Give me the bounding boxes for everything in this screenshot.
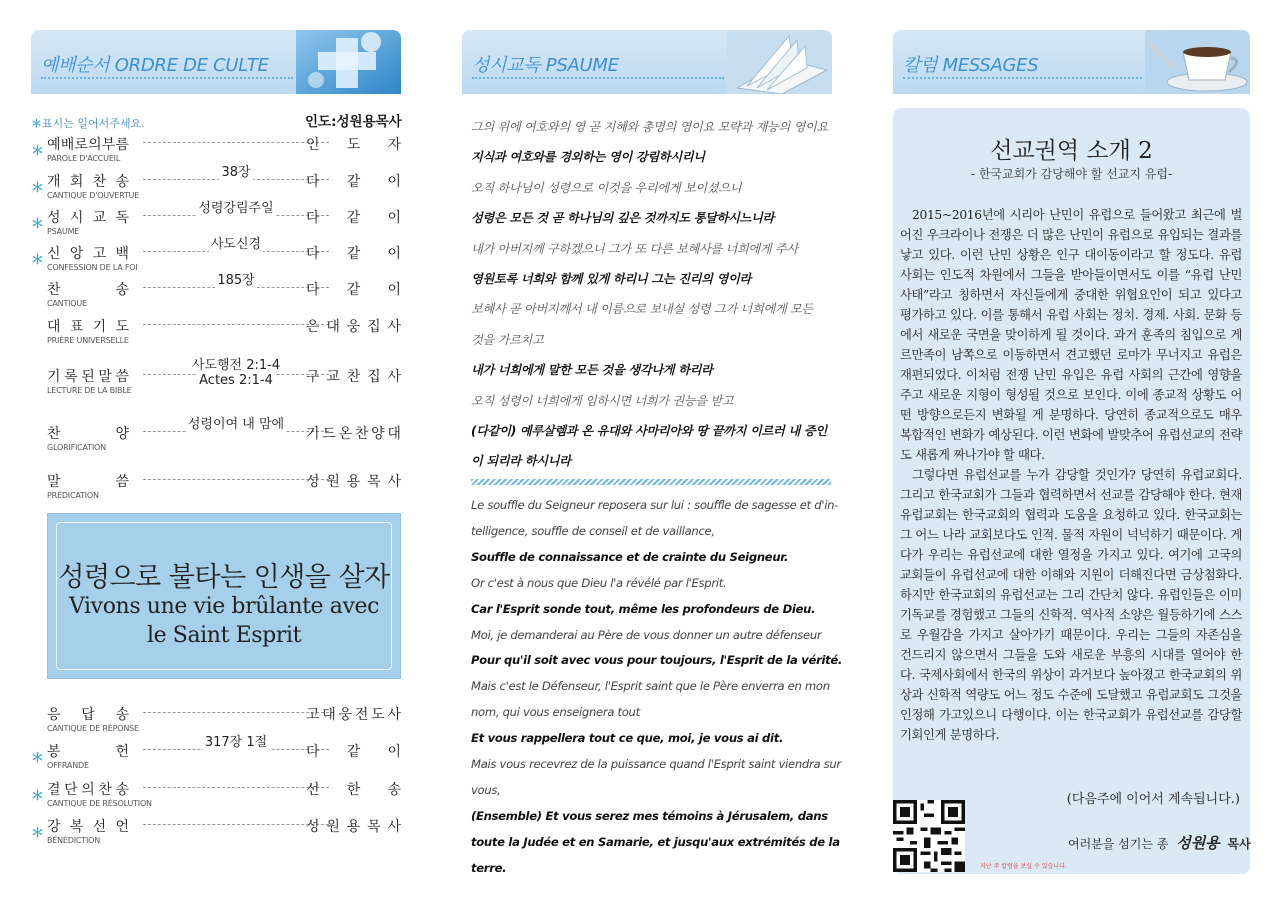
psalm-french-line: Or c'est à nous que Dieu l'a révélé par l'Esprit. [471,575,727,590]
order-item-person: 다 같 이 [306,210,401,226]
banner-french-line2: le Saint Esprit [146,623,302,648]
order-item-person: 다 같 이 [306,282,401,298]
order-item-french: PAROLE D'ACCUEIL [47,154,121,163]
order-item-korean: 성 시 교 독 [47,210,129,226]
order-row [31,316,401,352]
psalm-french-line: Mais c'est le Défenseur, l'Esprit saint que le Père enverra en mon [471,679,830,694]
psalm-french-line: Car l'Esprit sonde tout, même les profondeurs de Dieu. [471,601,816,616]
order-item-french: CANTIQUE DE RÉSOLUTION [47,799,152,808]
order-header [31,30,401,94]
psalm-french-line: vous, [471,782,501,797]
signature-name: 성원용 [1176,834,1220,852]
psalm-french-line: Pour qu'il soit avec vous pour toujours, l'Esprit de la vérité. [471,653,843,668]
order-item-detail: 사도행전 2:1-4 Actes 2:1-4 [191,358,281,388]
order-item-detail: 185장 [217,273,255,288]
messages-header-title: 칼럼 MESSAGES [903,55,1039,76]
order-item-person: 고 대 웅 전 도 사 [306,707,401,723]
order-item-french: BÉNÉDICTION [47,836,101,845]
order-item-person: 다 같 이 [306,246,401,262]
stand-star-icon: ＊ [31,217,45,232]
order-item-korean: 결 단 의 찬 송 [47,782,129,798]
psalm-korean-line: 보혜사 곧 아버지께서 내 이름으로 보내실 성령 그가 너희에게 모든 [471,302,813,317]
order-item-french: PSAUME [47,227,80,236]
order-row [31,358,401,402]
order-item-korean: 봉 헌 [47,744,129,760]
order-item-person: 다 같 이 [306,744,401,760]
signature-prefix: 여러분을 섬기는 종 [1068,837,1169,851]
order-item-person: 기 드 온 찬 양 대 [306,426,401,442]
order-item-detail: 38장 [221,165,251,180]
stand-star-icon: ＊ [31,751,45,766]
banner-korean: 성령으로 불타는 인생을 살자 [58,562,390,593]
psalm-french-line: nom, qui vous enseignera tout [471,705,640,720]
order-row [31,816,401,852]
psalm-korean-line: 것을 가르치고 [471,332,544,347]
stand-star-icon: ＊ [31,144,45,159]
order-item-detail: 317장 1절 [204,735,268,750]
order-item-korean: 대 표 기 도 [47,319,129,335]
order-item-french: CANTIQUE DE RÉPONSE [47,724,139,733]
order-item-detail: 성령강림주일 [198,201,274,216]
order-item-korean: 개 회 찬 송 [47,174,129,190]
stand-star-icon: ＊ [31,826,45,841]
header-divider [903,77,1142,79]
header-divider [41,77,293,79]
column-title: 선교권역 소개 2 [990,138,1153,164]
order-item-french: OFFRANDE [47,761,89,770]
psalm-french-line: Mais vous recevrez de la puissance quand l'Esprit saint viendra sur [471,757,841,771]
order-item-korean: 말 씀 [47,474,129,490]
stand-star-icon: ＊ [31,789,45,804]
order-row [31,273,401,315]
order-item-detail: 성령이여 내 맘에 [187,417,285,432]
order-item-person: 성 원 용 목 사 [306,474,401,490]
order-item-person: 다 같 이 [306,174,401,190]
order-row [31,471,401,507]
psalm-french-line: Et vous rappellera tout ce que, moi, je vous ai dit. [471,731,784,746]
signature-line [1068,832,1251,853]
signature-title: 목사 [1227,837,1251,851]
psalm-korean-line: 지식과 여호와를 경외하는 영이 강림하시리니 [471,150,705,165]
psalm-french-line: Souffle de connaissance et de crainte du Seigneur. [471,549,789,564]
order-item-french: CONFESSION DE LA FOI [47,263,138,272]
psalm-french-line: Moi, je demanderai au Père de vous donner un autre défenseur [471,627,822,642]
order-item-korean: 찬 송 [47,282,129,298]
book-graphic-icon [727,30,832,94]
column-body [900,205,1242,745]
psalm-header-title: 성시교독 PSAUME [472,55,619,76]
psalm-korean-line: 내가 너희에게 말한 모든 것을 생각나게 하리라 [471,363,713,378]
leader-dots [143,479,329,480]
leader-dots [143,787,329,788]
order-item-person: 은 대 웅 집 사 [306,319,401,335]
order-header-title: 예배순서 ORDRE DE CULTE [41,55,269,76]
messages-header [893,30,1250,94]
continued-note: (다음주에 이어서 계속됩니다.) [1066,792,1240,807]
psalm-korean-line: 이 되리라 하시니라 [471,454,571,469]
psalm-french-line: telligence, souffle de conseil et de vaillance, [471,523,715,538]
psalm-divider [471,479,831,485]
order-item-person: 인 도 자 [306,137,401,153]
order-item-french: PRIÈRE UNIVERSELLE [47,336,129,345]
theme-banner [47,513,401,679]
column-paragraph-2: 그렇다면 유럽선교를 누가 감당할 것인가? 당연히 유럽교회다. 그리고 한국교회가 그들과 협력하면서 선교를 감당해야 한다. 현재 유럽교회는 한국교회의 협력과 도움을 요청하고 있다. 한국교회는 그 어느 나라 교회보다도 인적. 물적 자원이 넉넉하기 때문이다. 게다가 우리는 유럽선교에 대한 열정을 가지고 있다. 여기에 고국의 교회들이 유럽선교에 대한 이해와 지원이 더해진다면 금상첨화다. 하지만 한국교회의 유럽선교는 그리 간단치 않다. 유럽인들은 이미 기독교를 경험했고 그들의 신학적. 역사적 소양은 월등하기에 스스로 우월감을 가지고 살아가기 때문이다. 우리는 그들의 자존심을 건드리지 않으면서 그들을 도와 새로운 부흥의 시대를 열어야 한다. 국제사회에서 한국의 위상이 과거보다 높아졌고 한국교회의 위상과 신학적 역량도 어느 정도 수준에 도달했고 유럽교회도 그것을 인정해 가고있으니 다행이다. 이는 한국교회가 유럽선교를 감당할 기회인게 분명하다. [900,468,1242,742]
stand-star-icon: ＊ [31,181,45,196]
order-item-korean: 찬 양 [47,426,129,442]
order-item-detail: 사도신경 [210,237,262,252]
psalm-french-line: Le souffle du Seigneur reposera sur lui : souffle de sagesse et d'in- [471,498,839,512]
psalm-header [462,30,832,94]
order-row [31,417,401,459]
psalm-korean-line: 그의 위에 여호와의 영 곧 지혜와 총명의 영이요 모략과 재능의 영이요 [471,120,828,134]
psalm-french-line: toute la Judée et en Samarie, et jusqu'aux extrémités de la [471,834,840,849]
psalm-korean-line: (다같이) 예루살렘과 온 유대와 사마리아와 땅 끝까지 이르러 내 증인 [471,424,827,438]
order-item-korean: 응 답 송 [47,707,129,723]
order-item-person: 선 한 송 [306,782,401,798]
leader-dots [143,824,329,825]
order-item-person: 성 원 용 목 사 [306,819,401,835]
order-item-person: 구 교 찬 집 사 [306,369,401,385]
order-item-korean: 기 록 된 말 씀 [47,369,129,385]
column-subtitle: - 한국교회가 감당해야 할 선교지 유럽- [970,167,1173,181]
order-item-french: PRÉDICATION [47,491,99,500]
leader-dots [143,324,329,325]
leader-dots [143,712,329,713]
column-paragraph-1: 2015~2016년에 시리아 난민이 유럽으로 들어왔고 최근에 벌어진 우크라이나 전쟁은 더 많은 난민이 유럽으로 유입되는 결과를 낳고 있다. 이런 난민 상황은 인구 대이동이라고 할 정도다. 유럽 사회는 인도적 차원에서 그들을 받아들이면서도 이를 “유럽 난민 사태”라고 칭하면서 자신들에게 중대한 위협요인이 되고 있다고 평가하고 있다. 이를 통해서 유럽 사회는 정치. 경제. 사회. 문화 등에서 새로운 국면을 맞이하게 될 것이다. 과거 훈족의 침입으로 게르만족이 남쪽으로 이동하면서 견고했던 로마가 무너지고 유럽은 재편되었다. 이처럼 전쟁 난민 유입은 유럽 사회의 근간에 영향을 주고 새로운 지형이 형성될 것으로 보인다. 이에 종교적 상황도 어떤 방향으로든지 변화될 게 분명하다. 당연히 종교적으로도 매우 복합적인 변화가 예상된다. 이런 변화에 발맞추어 유럽선교의 전략도 새롭게 짜나가야 할 때다. [900,208,1242,462]
order-item-french: CANTIQUE D'OUVERTUE [47,191,140,200]
order-item-korean: 신 앙 고 백 [47,246,129,262]
psalm-korean-line: 성령은 모든 것 곧 하나님의 깊은 것까지도 통달하시느니라 [471,211,774,226]
psalm-french-line: terre. [471,860,507,875]
order-row [31,735,401,777]
order-item-french: LECTURE DE LA BIBLE [47,386,132,395]
order-item-korean: 예 배 로 의 부 름 [47,137,129,153]
order-row [31,779,401,815]
stand-star-icon: ＊ [31,253,45,268]
qr-note: 지난 주 칼럼을 보실 수 있습니다. [980,863,1067,870]
cross-graphic-icon [296,30,401,94]
psalm-korean-line: 내가 아버지께 구하겠으니 그가 또 다른 보혜사를 너희에게 주사 [471,241,798,256]
order-item-french: GLORIFICATION [47,443,106,452]
psalm-korean-line: 영원토록 너희와 함께 있게 하리니 그는 진리의 영이라 [471,272,752,286]
banner-french-line1: Vivons une vie brûlante avec [68,594,380,619]
psalm-korean-line: 오직 하나님이 성령으로 이것을 우리에게 보이셨으니 [471,180,742,195]
header-divider [472,77,724,79]
standing-note: ＊표시는 일어서주세요. [31,117,145,130]
psalm-french-line: (Ensemble) Et vous serez mes témoins à Jérusalem, dans [471,808,828,823]
order-item-korean: 강 복 선 언 [47,819,129,835]
qr-code-icon[interactable] [893,800,965,872]
worship-leader: 인도:성원용목사 [305,114,402,130]
leader-dots [143,142,329,143]
coffee-cup-icon [1145,30,1250,94]
order-item-french: CANTIQUE [47,299,87,308]
psalm-korean-line: 오직 성령이 너희에게 임하시면 너희가 권능을 받고 [471,393,734,408]
